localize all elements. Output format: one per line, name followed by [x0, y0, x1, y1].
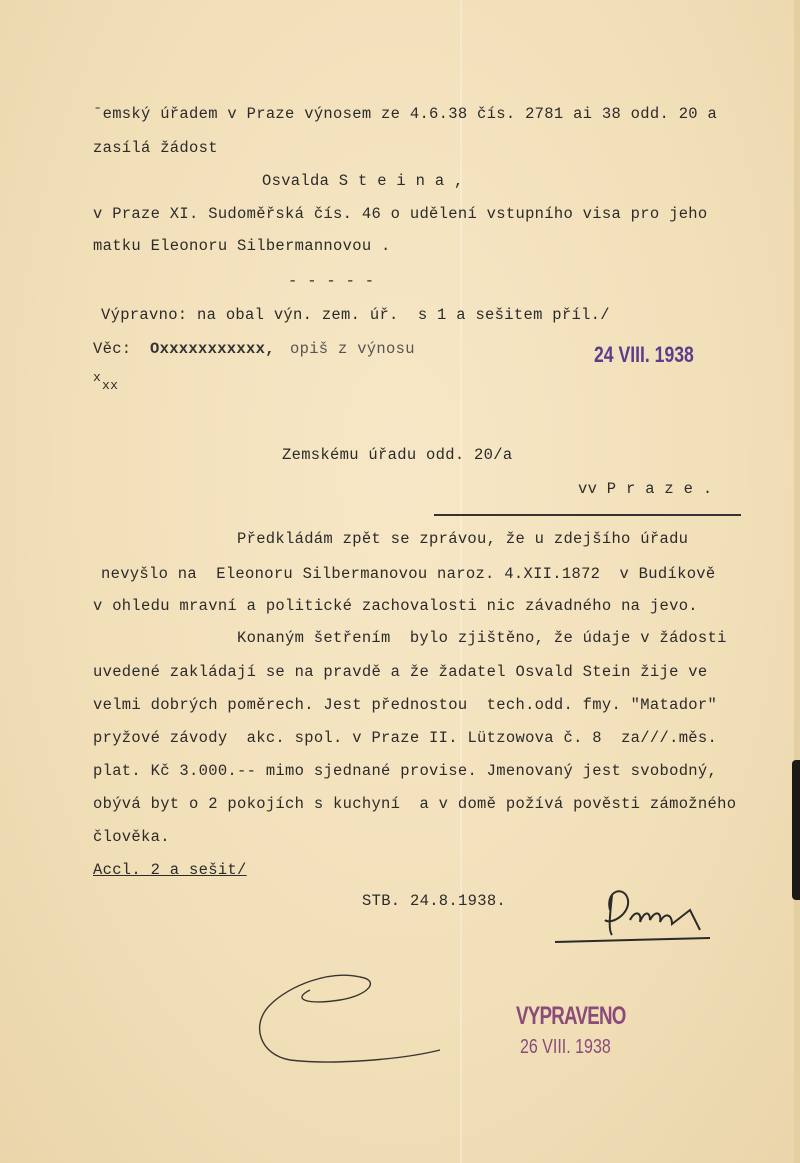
body-line: člověka. — [93, 828, 170, 846]
recipient-city: vv P r a z e . — [578, 480, 713, 498]
dispatch-note: Výpravno: na obal výn. zem. úř. s 1 a sešitem příl./ — [101, 306, 610, 324]
signature — [550, 880, 720, 950]
recipient: Zemskému úřadu odd. 20/a — [282, 446, 513, 464]
text-line: ˉemský úřadem v Praze výnosem ze 4.6.38 čís. 2781 ai 38 odd. 20 a — [93, 105, 718, 123]
mark: x — [93, 370, 102, 385]
sent-stamp-label: VYPRAVENO — [516, 1002, 626, 1030]
sent-stamp-date: 26 VIII. 1938 — [520, 1036, 611, 1058]
pencil-scribble — [250, 965, 450, 1075]
body-line: Předkládám zpět se zprávou, že u zdejšího úřadu — [237, 530, 689, 548]
paper-edge — [794, 0, 800, 1163]
text-line: zasílá žádost — [93, 139, 218, 157]
body-line: velmi dobrých poměrech. Jest přednostou tech.odd. fmy. "Matador" — [93, 696, 718, 714]
place-date: STB. 24.8.1938. — [362, 892, 507, 910]
body-line: v ohledu mravní a politické zachovalosti nic závadného na jevo. — [93, 597, 698, 615]
subject-label: Věc: — [93, 340, 132, 358]
subject-text: opiš z výnosu — [290, 340, 415, 358]
date-stamp: 24 VIII. 1938 — [594, 342, 694, 367]
body-line: obývá byt o 2 pokojích s kuchyní a v domě požívá pověsti zámožného — [93, 795, 737, 813]
enclosure-note: Accl. 2 a sešit/ — [93, 861, 247, 879]
body-line: uvedené zakládají se na pravdě a že žadatel Osvald Stein žije ve — [93, 663, 708, 681]
body-line: plat. Kč 3.000.-- mimo sjednané provise. Jmenovaný jest svobodný, — [93, 762, 718, 780]
body-line: pryžové závody akc. spol. v Praze II. Lützowova č. 8 za///.měs. — [93, 729, 718, 747]
mark: xx — [102, 378, 119, 393]
struck-text: Oxxxxxxxxxxx, — [150, 340, 275, 358]
body-line: nevyšlo na Eleonoru Silbermanovou naroz. 4.XII.1872 v Budíkově — [101, 565, 716, 583]
address-underline — [434, 514, 741, 516]
applicant-name: Osvalda S t e i n a , — [262, 172, 464, 190]
text-line: matku Eleonoru Silbermannovou . — [93, 237, 391, 255]
text-line: v Praze XI. Sudoměřská čís. 46 o udělení vstupního visa pro jeho — [93, 205, 708, 223]
paper-edge-shadow — [792, 760, 800, 900]
body-line: Konaným šetřením bylo zjištěno, že údaje v žádosti — [237, 629, 727, 647]
separator: - - - - - — [288, 272, 375, 290]
